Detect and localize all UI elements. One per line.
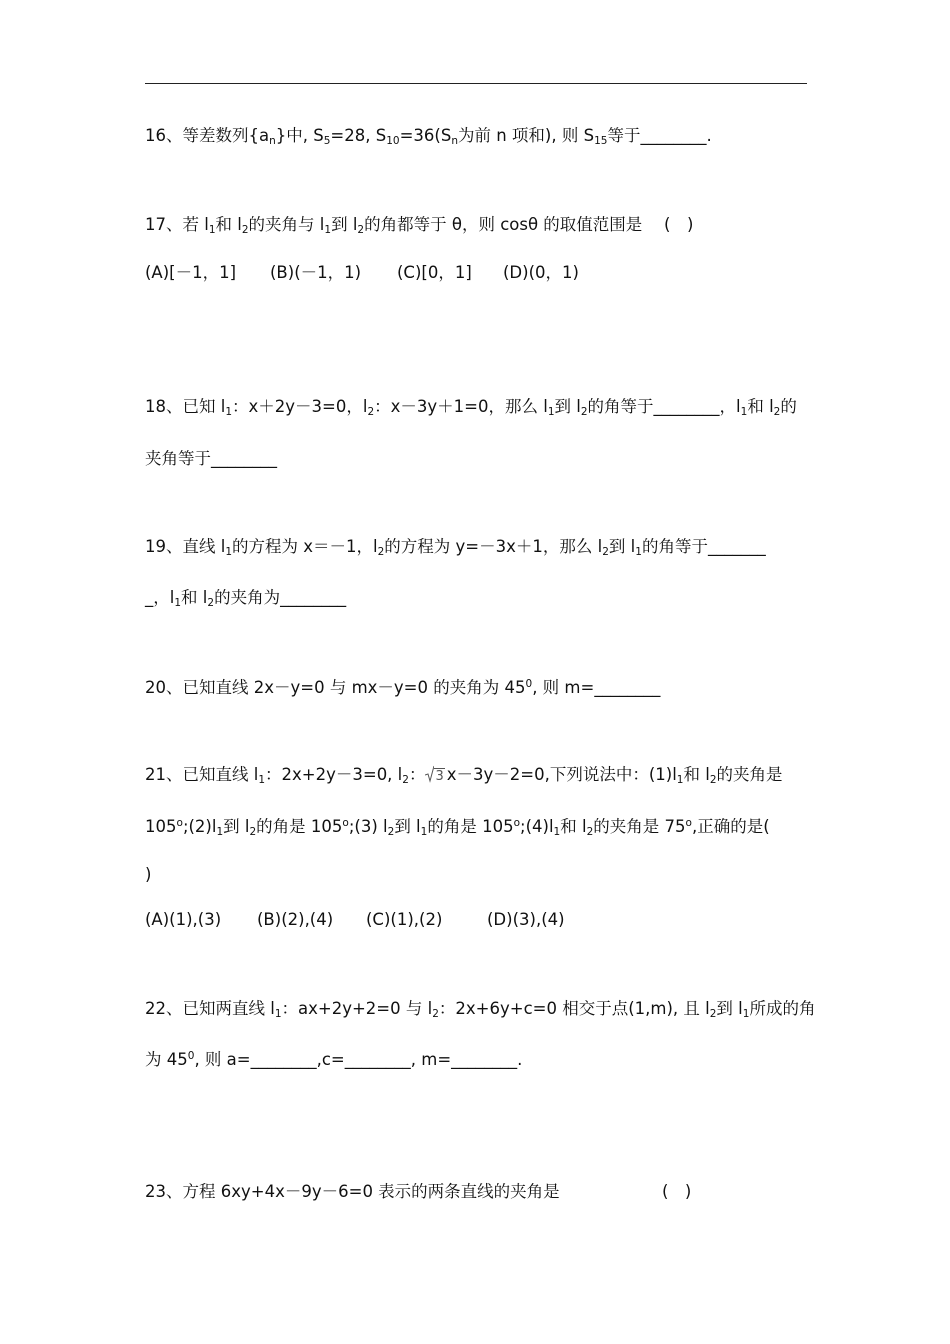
option-d: (D)(0，1)	[503, 263, 579, 282]
question-23: 23、方程 6xy+4x－9y－6=0 表示的两条直线的夹角是	[145, 1182, 560, 1201]
question-19-line-2: _，$l_1$和 $l_2$的夹角为________	[145, 588, 347, 609]
answer-parens: ( )	[662, 1182, 692, 1201]
sqrt-symbol: 3	[425, 766, 444, 788]
question-21-line-2: $105^o;(2)l_1$到 $l_2$的角是 105$^o$;(3) $l_2$到 $l_1$的角是 $105^o;(4)l_1$和 $l_2$的夹角是 75$^o$,正确的是(	[145, 817, 770, 838]
question-18-line-2: 夹角等于________	[145, 449, 277, 468]
option-c: (C)[0，1]	[397, 263, 472, 282]
question-17: 17、若 $l_1$和 $l_2$的夹角与 $l_1$到 $l_2$的角都等于 θ，则 cosθ 的取值范围是 ( )	[145, 215, 694, 236]
question-21-line-3: )	[145, 865, 152, 884]
option-a: (A)[－1，1]	[145, 263, 237, 282]
option-b: (B)(2),(4)	[257, 910, 334, 929]
question-21: 21、已知直线 $l_1$：2x+2y－3=0, $l_2$： 3 x－3y－2=0,下列说法中：$(1)l_1$和 $l_2$的夹角是	[145, 765, 783, 786]
question-16: 16、等差数列$\{a_n\}$中, $S_5=28$, $S_{10}=36(S_n$为前 n 项和), 则 $S_{15}$等于________.	[145, 126, 712, 147]
option-d: (D)(3),(4)	[487, 910, 565, 929]
question-18: 18、已知 $l_1$：x＋2y－3=0，$l_2$：x－3y＋1=0，那么 $l_1$到 $l_2$的角等于________，$l_1$和 $l_2$的	[145, 397, 797, 418]
question-22-line-2: 为 $45^0$, 则 a=________,c=________, m=________.	[145, 1050, 523, 1069]
option-b: (B)(－1，1)	[270, 263, 362, 282]
question-19: 19、直线 $l_1$的方程为 x＝－1，$l_2$的方程为 y=－3x＋1，那么 $l_2$到 $l_1$的角等于_______	[145, 537, 766, 558]
question-20: 20、已知直线 2x－y=0 与 mx－y=0 的夹角为 $45^0$, 则 m=________	[145, 678, 661, 697]
option-a: (A)(1),(3)	[145, 910, 222, 929]
question-22: 22、已知两直线 $l_1$：ax+2y+2=0 与 $l_2$：2x+6y+c=0 相交于点(1,m), 且 $l_2$到 $l_1$所成的角	[145, 999, 816, 1020]
option-c: (C)(1),(2)	[366, 910, 443, 929]
header-rule	[145, 83, 807, 84]
